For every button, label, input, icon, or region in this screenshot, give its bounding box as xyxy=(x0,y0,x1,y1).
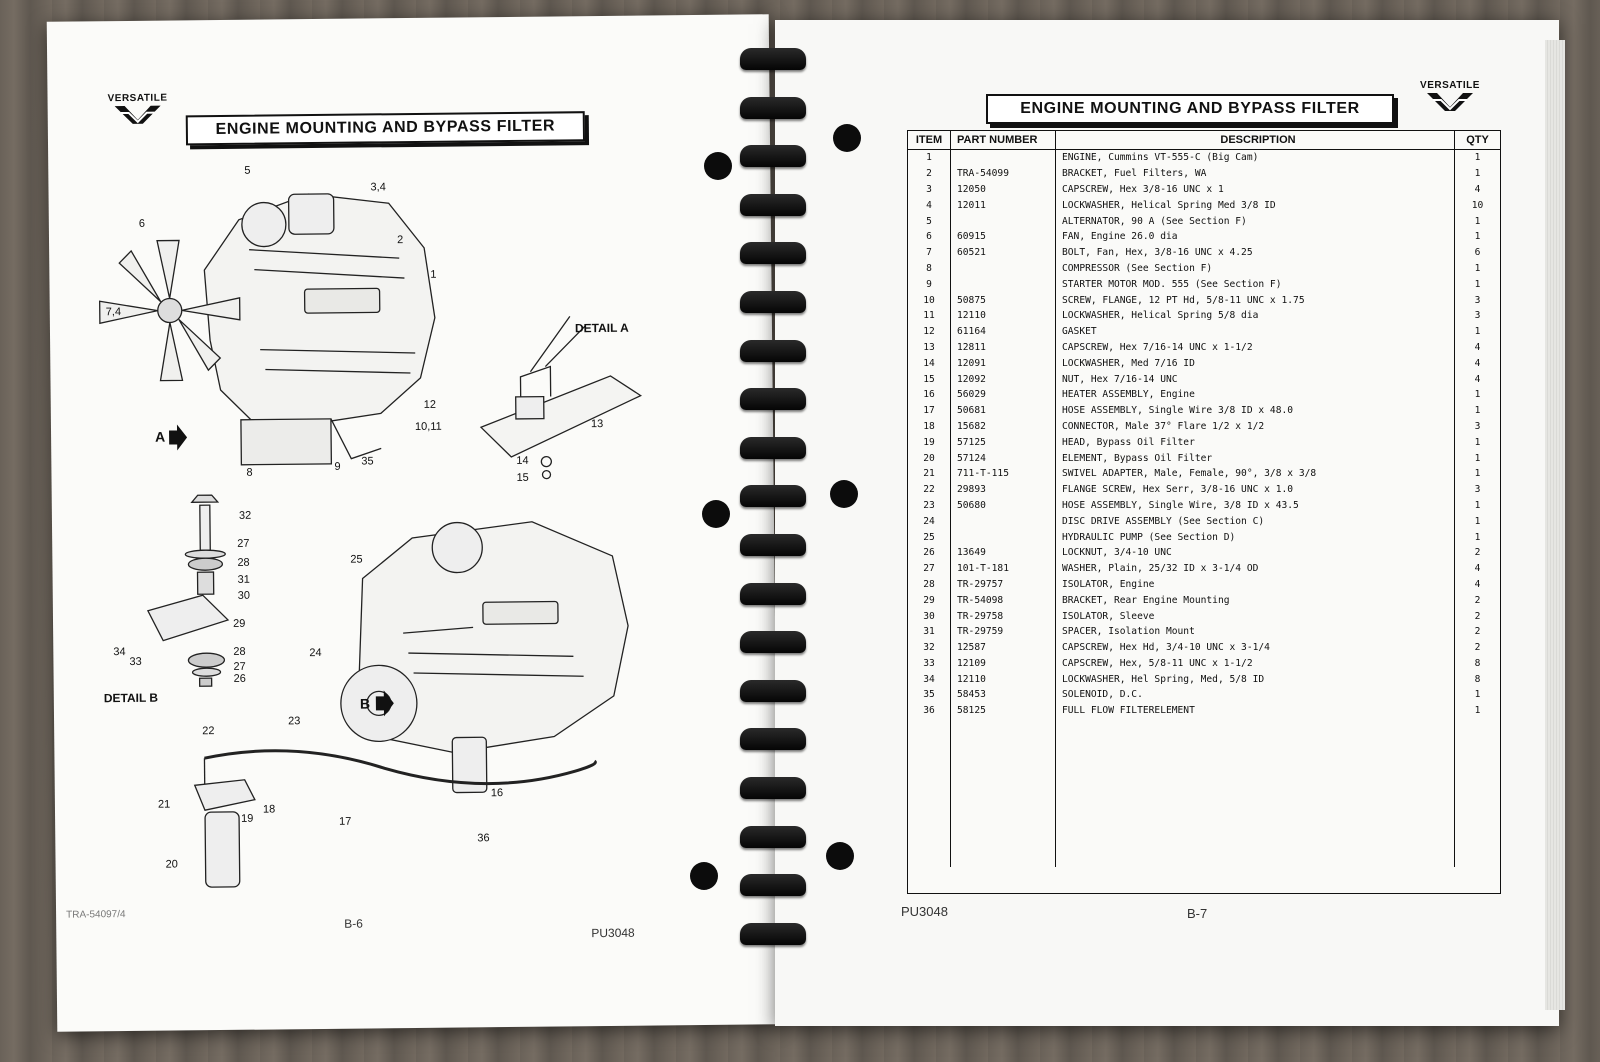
qty-cell: 4 xyxy=(1474,183,1481,195)
callout-10-11: 10,11 xyxy=(414,420,442,433)
column-header-item: ITEM xyxy=(908,131,951,150)
description-cell: LOCKWASHER, Med 7/16 ID xyxy=(1056,355,1455,371)
qty-cell: 1 xyxy=(1474,405,1481,417)
detail-a-label: DETAIL A xyxy=(574,320,629,336)
qty-cell: 1 xyxy=(1474,499,1481,511)
description-cell: FLANGE SCREW, Hex Serr, 3/8-16 UNC x 1.0 xyxy=(1056,482,1455,498)
qty-cell: 2 xyxy=(1474,547,1481,559)
item-cell: 17 xyxy=(908,403,951,419)
item-cell: 31 xyxy=(908,624,951,640)
page-number: B-7 xyxy=(1187,906,1208,921)
binding-coil xyxy=(740,534,806,556)
callout-20: 20 xyxy=(165,858,178,871)
part-number-cell: 50680 xyxy=(951,498,1056,514)
item-cell: 19 xyxy=(908,434,951,450)
column-header-qty: QTY xyxy=(1455,131,1501,150)
qty-cell: 3 xyxy=(1474,484,1481,496)
right-page xyxy=(775,20,1559,1026)
qty-cell: 3 xyxy=(1474,294,1481,306)
table-row xyxy=(908,577,1500,593)
item-cell: 35 xyxy=(908,687,951,703)
description-cell: BRACKET, Fuel Filters, WA xyxy=(1056,166,1455,182)
description-cell: HYDRAULIC PUMP (See Section D) xyxy=(1056,529,1455,545)
part-number-cell: 58453 xyxy=(951,687,1056,703)
qty-cell: 4 xyxy=(1474,373,1481,385)
column-header-description: DESCRIPTION xyxy=(1056,131,1455,150)
qty-cell: 2 xyxy=(1474,594,1481,606)
description-cell: COMPRESSOR (See Section F) xyxy=(1056,261,1455,277)
part-number-cell: 60521 xyxy=(951,245,1056,261)
description-cell: HEAD, Bypass Oil Filter xyxy=(1056,434,1455,450)
item-cell: 18 xyxy=(908,419,951,435)
item-cell: 15 xyxy=(908,371,951,387)
description-cell: DISC DRIVE ASSEMBLY (See Section C) xyxy=(1056,513,1455,529)
description-cell: STARTER MOTOR MOD. 555 (See Section F) xyxy=(1056,276,1455,292)
item-cell: 23 xyxy=(908,498,951,514)
part-number-cell xyxy=(951,276,1056,292)
binding-coil xyxy=(740,145,806,167)
publication-code: PU3048 xyxy=(591,925,635,941)
item-cell: 16 xyxy=(908,387,951,403)
part-number-cell xyxy=(951,213,1056,229)
item-cell: 6 xyxy=(908,229,951,245)
table-header-row xyxy=(908,131,1500,150)
callout-27: 27 xyxy=(237,537,250,550)
binding-coil xyxy=(740,583,806,605)
versatile-v-icon xyxy=(1427,91,1473,113)
part-number-cell: 12011 xyxy=(951,197,1056,213)
left-page xyxy=(47,14,780,1032)
item-cell: 26 xyxy=(908,545,951,561)
item-cell: 12 xyxy=(908,324,951,340)
callout-32: 32 xyxy=(238,509,252,522)
table-row xyxy=(908,166,1500,182)
item-cell: 14 xyxy=(908,355,951,371)
description-cell: BOLT, Fan, Hex, 3/8-16 UNC x 4.25 xyxy=(1056,245,1455,261)
qty-cell: 1 xyxy=(1474,215,1481,227)
qty-cell: 1 xyxy=(1474,452,1481,464)
part-number-cell: 12109 xyxy=(951,656,1056,672)
table-row xyxy=(908,213,1500,229)
detail-b-label: DETAIL B xyxy=(103,690,159,706)
table-row xyxy=(908,292,1500,308)
description-cell: SOLENOID, D.C. xyxy=(1056,687,1455,703)
part-number-cell xyxy=(951,150,1056,166)
callout-12: 12 xyxy=(423,398,437,411)
callout-8: 8 xyxy=(246,466,253,479)
item-cell: 34 xyxy=(908,671,951,687)
callout-30: 30 xyxy=(237,589,251,602)
description-cell: ENGINE, Cummins VT-555-C (Big Cam) xyxy=(1056,150,1455,166)
qty-cell: 1 xyxy=(1474,689,1481,701)
description-cell: CONNECTOR, Male 37° Flare 1/2 x 1/2 xyxy=(1056,419,1455,435)
part-number-cell xyxy=(951,261,1056,277)
arrow-a-icon xyxy=(167,424,187,450)
qty-cell: 4 xyxy=(1474,357,1481,369)
table-row xyxy=(908,182,1500,198)
table-row xyxy=(908,561,1500,577)
description-cell: LOCKWASHER, Helical Spring Med 3/8 ID xyxy=(1056,197,1455,213)
part-number-cell: 57124 xyxy=(951,450,1056,466)
description-cell: BRACKET, Rear Engine Mounting xyxy=(1056,592,1455,608)
part-number-cell: 12092 xyxy=(951,371,1056,387)
description-cell: LOCKWASHER, Helical Spring 5/8 dia xyxy=(1056,308,1455,324)
item-cell: 24 xyxy=(908,513,951,529)
description-cell: SPACER, Isolation Mount xyxy=(1056,624,1455,640)
callout-5: 5 xyxy=(244,164,251,177)
table-row xyxy=(908,545,1500,561)
table-row xyxy=(908,624,1500,640)
description-cell: SCREW, FLANGE, 12 PT Hd, 5/8-11 UNC x 1.75 xyxy=(1056,292,1455,308)
part-number-cell: TR-29758 xyxy=(951,608,1056,624)
description-cell: CAPSCREW, Hex 7/16-14 UNC x 1-1/2 xyxy=(1056,340,1455,356)
binding-coil xyxy=(740,777,806,799)
table-row xyxy=(908,434,1500,450)
page-title: ENGINE MOUNTING AND BYPASS FILTER xyxy=(186,111,585,145)
item-cell: 2 xyxy=(908,166,951,182)
part-number-cell: 12110 xyxy=(951,308,1056,324)
callout-13: 13 xyxy=(590,418,604,431)
item-cell: 22 xyxy=(908,482,951,498)
part-number-cell: TR-29759 xyxy=(951,624,1056,640)
callout-26: 26 xyxy=(233,672,246,685)
callout-19: 19 xyxy=(241,812,254,825)
callout-27b: 27 xyxy=(233,660,246,673)
callout-23: 23 xyxy=(288,715,301,728)
table-row xyxy=(908,608,1500,624)
punch-hole xyxy=(690,862,718,890)
callout-7-4: 7,4 xyxy=(105,306,122,319)
part-number-cell: 12110 xyxy=(951,671,1056,687)
versatile-logo xyxy=(1420,80,1480,113)
callout-14: 14 xyxy=(516,454,529,467)
page-title: ENGINE MOUNTING AND BYPASS FILTER xyxy=(986,94,1394,124)
part-number-cell: 101-T-181 xyxy=(951,561,1056,577)
table-row xyxy=(908,308,1500,324)
qty-cell: 8 xyxy=(1474,657,1481,669)
qty-cell: 1 xyxy=(1474,278,1481,290)
item-cell: 13 xyxy=(908,340,951,356)
qty-cell: 1 xyxy=(1474,262,1481,274)
qty-cell: 2 xyxy=(1474,642,1481,654)
callout-18: 18 xyxy=(262,803,276,816)
table-row xyxy=(908,229,1500,245)
callout-21: 21 xyxy=(157,798,171,811)
callout-28b: 28 xyxy=(233,645,246,658)
qty-cell: 1 xyxy=(1474,436,1481,448)
table-row xyxy=(908,703,1500,719)
callout-33: 33 xyxy=(129,655,142,668)
callout-6: 6 xyxy=(138,217,146,230)
description-cell: WASHER, Plain, 25/32 ID x 3-1/4 OD xyxy=(1056,561,1455,577)
callout-2: 2 xyxy=(396,234,404,247)
item-cell: 3 xyxy=(908,182,951,198)
part-number-cell: 50875 xyxy=(951,292,1056,308)
binding-coil xyxy=(740,728,806,750)
table-row xyxy=(908,498,1500,514)
table-row xyxy=(908,466,1500,482)
page-edges xyxy=(1545,40,1565,1010)
qty-cell: 8 xyxy=(1474,673,1481,685)
binding-coil xyxy=(740,680,806,702)
part-number-cell: 12091 xyxy=(951,355,1056,371)
binding-coil xyxy=(740,631,806,653)
arrow-b-icon xyxy=(374,690,394,716)
binding-coil xyxy=(740,97,806,119)
table-row xyxy=(908,403,1500,419)
qty-cell: 1 xyxy=(1474,168,1481,180)
item-cell: 11 xyxy=(908,308,951,324)
description-cell: ALTERNATOR, 90 A (See Section F) xyxy=(1056,213,1455,229)
table-row xyxy=(908,340,1500,356)
logo-text: VERSATILE xyxy=(107,92,168,105)
part-number-cell: 15682 xyxy=(951,419,1056,435)
table-row xyxy=(908,387,1500,403)
table-row xyxy=(908,245,1500,261)
item-cell: 8 xyxy=(908,261,951,277)
part-number-cell xyxy=(951,529,1056,545)
table-row xyxy=(908,355,1500,371)
binding-coil xyxy=(740,874,806,896)
part-number-cell: TRA-54099 xyxy=(951,166,1056,182)
table-row xyxy=(908,640,1500,656)
table-row xyxy=(908,687,1500,703)
callout-1: 1 xyxy=(430,268,437,281)
description-cell: HOSE ASSEMBLY, Single Wire 3/8 ID x 48.0 xyxy=(1056,403,1455,419)
part-number-cell: 711-T-115 xyxy=(951,466,1056,482)
punch-hole xyxy=(830,480,858,508)
qty-cell: 2 xyxy=(1474,626,1481,638)
callout-35: 35 xyxy=(361,455,374,468)
description-cell: ISOLATOR, Sleeve xyxy=(1056,608,1455,624)
footer-code: TRA-54097/4 xyxy=(66,909,126,921)
part-number-cell: 58125 xyxy=(951,703,1056,719)
callout-25: 25 xyxy=(350,553,363,566)
qty-cell: 1 xyxy=(1474,531,1481,543)
table-row xyxy=(908,150,1500,166)
part-number-cell: 29893 xyxy=(951,482,1056,498)
page-number: B-6 xyxy=(344,916,363,931)
item-cell: 36 xyxy=(908,703,951,719)
binding-coil xyxy=(740,48,806,70)
description-cell: SWIVEL ADAPTER, Male, Female, 90°, 3/8 x 3/8 xyxy=(1056,466,1455,482)
qty-cell: 2 xyxy=(1474,610,1481,622)
callout-15: 15 xyxy=(516,471,529,484)
punch-hole xyxy=(704,152,732,180)
item-cell: 33 xyxy=(908,656,951,672)
binding-coil xyxy=(740,194,806,216)
qty-cell: 1 xyxy=(1474,468,1481,480)
callout-34: 34 xyxy=(113,646,126,659)
table-filler-row xyxy=(908,719,1500,867)
callout-29: 29 xyxy=(232,617,246,630)
description-cell: CAPSCREW, Hex Hd, 3/4-10 UNC x 3-1/4 xyxy=(1056,640,1455,656)
item-cell: 29 xyxy=(908,592,951,608)
description-cell: LOCKNUT, 3/4-10 UNC xyxy=(1056,545,1455,561)
binding-coil xyxy=(740,291,806,313)
part-number-cell xyxy=(951,513,1056,529)
logo-text: VERSATILE xyxy=(1420,80,1480,91)
description-cell: HOSE ASSEMBLY, Single Wire, 3/8 ID x 43.5 xyxy=(1056,498,1455,514)
binding-coil xyxy=(740,388,806,410)
description-cell: FAN, Engine 26.0 dia xyxy=(1056,229,1455,245)
publication-code: PU3048 xyxy=(901,904,948,919)
table-row xyxy=(908,276,1500,292)
punch-hole xyxy=(702,500,730,528)
item-cell: 9 xyxy=(908,276,951,292)
description-cell: ISOLATOR, Engine xyxy=(1056,577,1455,593)
qty-cell: 1 xyxy=(1474,389,1481,401)
punch-hole xyxy=(826,842,854,870)
item-cell: 20 xyxy=(908,450,951,466)
binding-coil xyxy=(740,826,806,848)
item-cell: 25 xyxy=(908,529,951,545)
table-row xyxy=(908,482,1500,498)
empty-cell xyxy=(908,719,951,867)
qty-cell: 1 xyxy=(1474,231,1481,243)
qty-cell: 4 xyxy=(1474,563,1481,575)
binding-coil xyxy=(740,923,806,945)
table-row xyxy=(908,671,1500,687)
part-number-cell: 12587 xyxy=(951,640,1056,656)
table-row xyxy=(908,656,1500,672)
qty-cell: 6 xyxy=(1474,247,1481,259)
punch-hole xyxy=(833,124,861,152)
description-cell: GASKET xyxy=(1056,324,1455,340)
qty-cell: 1 xyxy=(1474,326,1481,338)
table-row xyxy=(908,513,1500,529)
table-row xyxy=(908,529,1500,545)
table-row xyxy=(908,324,1500,340)
empty-cell xyxy=(951,719,1056,867)
part-number-cell: TR-29757 xyxy=(951,577,1056,593)
item-cell: 30 xyxy=(908,608,951,624)
item-cell: 27 xyxy=(908,561,951,577)
callout-22: 22 xyxy=(202,725,215,738)
callout-17: 17 xyxy=(339,815,352,828)
part-number-cell: 60915 xyxy=(951,229,1056,245)
item-cell: 10 xyxy=(908,292,951,308)
empty-cell xyxy=(1455,719,1501,867)
part-number-cell: 57125 xyxy=(951,434,1056,450)
item-cell: 21 xyxy=(908,466,951,482)
item-cell: 32 xyxy=(908,640,951,656)
table-row xyxy=(908,592,1500,608)
callout-3-4: 3,4 xyxy=(370,181,386,194)
table-row xyxy=(908,371,1500,387)
description-cell: LOCKWASHER, Hel Spring, Med, 5/8 ID xyxy=(1056,671,1455,687)
callout-36: 36 xyxy=(477,832,490,845)
empty-cell xyxy=(1056,719,1455,867)
callout-31: 31 xyxy=(237,573,250,586)
table-row xyxy=(908,419,1500,435)
part-number-cell: 61164 xyxy=(951,324,1056,340)
item-cell: 1 xyxy=(908,150,951,166)
qty-cell: 3 xyxy=(1474,420,1481,432)
part-number-cell: 12811 xyxy=(951,340,1056,356)
item-cell: 7 xyxy=(908,245,951,261)
qty-cell: 1 xyxy=(1474,152,1481,164)
description-cell: CAPSCREW, Hex 3/8-16 UNC x 1 xyxy=(1056,182,1455,198)
column-header-part-number: PART NUMBER xyxy=(951,131,1056,150)
part-number-cell: TR-54098 xyxy=(951,592,1056,608)
binding-coil xyxy=(740,340,806,362)
binding-coil xyxy=(740,485,806,507)
part-number-cell: 12050 xyxy=(951,182,1056,198)
description-cell: CAPSCREW, Hex, 5/8-11 UNC x 1-1/2 xyxy=(1056,656,1455,672)
binding-coil xyxy=(740,242,806,264)
description-cell: NUT, Hex 7/16-14 UNC xyxy=(1056,371,1455,387)
table-row xyxy=(908,197,1500,213)
item-cell: 5 xyxy=(908,213,951,229)
qty-cell: 4 xyxy=(1474,341,1481,353)
callout-28: 28 xyxy=(237,556,250,569)
item-cell: 28 xyxy=(908,577,951,593)
part-number-cell: 50681 xyxy=(951,403,1056,419)
callout-9: 9 xyxy=(334,460,341,473)
qty-cell: 4 xyxy=(1474,578,1481,590)
part-number-cell: 56029 xyxy=(951,387,1056,403)
item-cell: 4 xyxy=(908,197,951,213)
qty-cell: 1 xyxy=(1474,515,1481,527)
description-cell: FULL FLOW FILTERELEMENT xyxy=(1056,703,1455,719)
qty-cell: 3 xyxy=(1474,310,1481,322)
description-cell: HEATER ASSEMBLY, Engine xyxy=(1056,387,1455,403)
description-cell: ELEMENT, Bypass Oil Filter xyxy=(1056,450,1455,466)
callout-24: 24 xyxy=(309,646,322,660)
callout-16: 16 xyxy=(490,787,504,800)
table-row xyxy=(908,261,1500,277)
qty-cell: 1 xyxy=(1474,705,1481,717)
view-a-marker: A xyxy=(154,428,166,445)
part-number-cell: 13649 xyxy=(951,545,1056,561)
binding-coil xyxy=(740,437,806,459)
engine-exploded-diagram xyxy=(47,14,780,1032)
table-row xyxy=(908,450,1500,466)
parts-list-table xyxy=(907,130,1501,894)
qty-cell: 10 xyxy=(1471,199,1484,211)
view-b-marker: B xyxy=(359,695,371,712)
